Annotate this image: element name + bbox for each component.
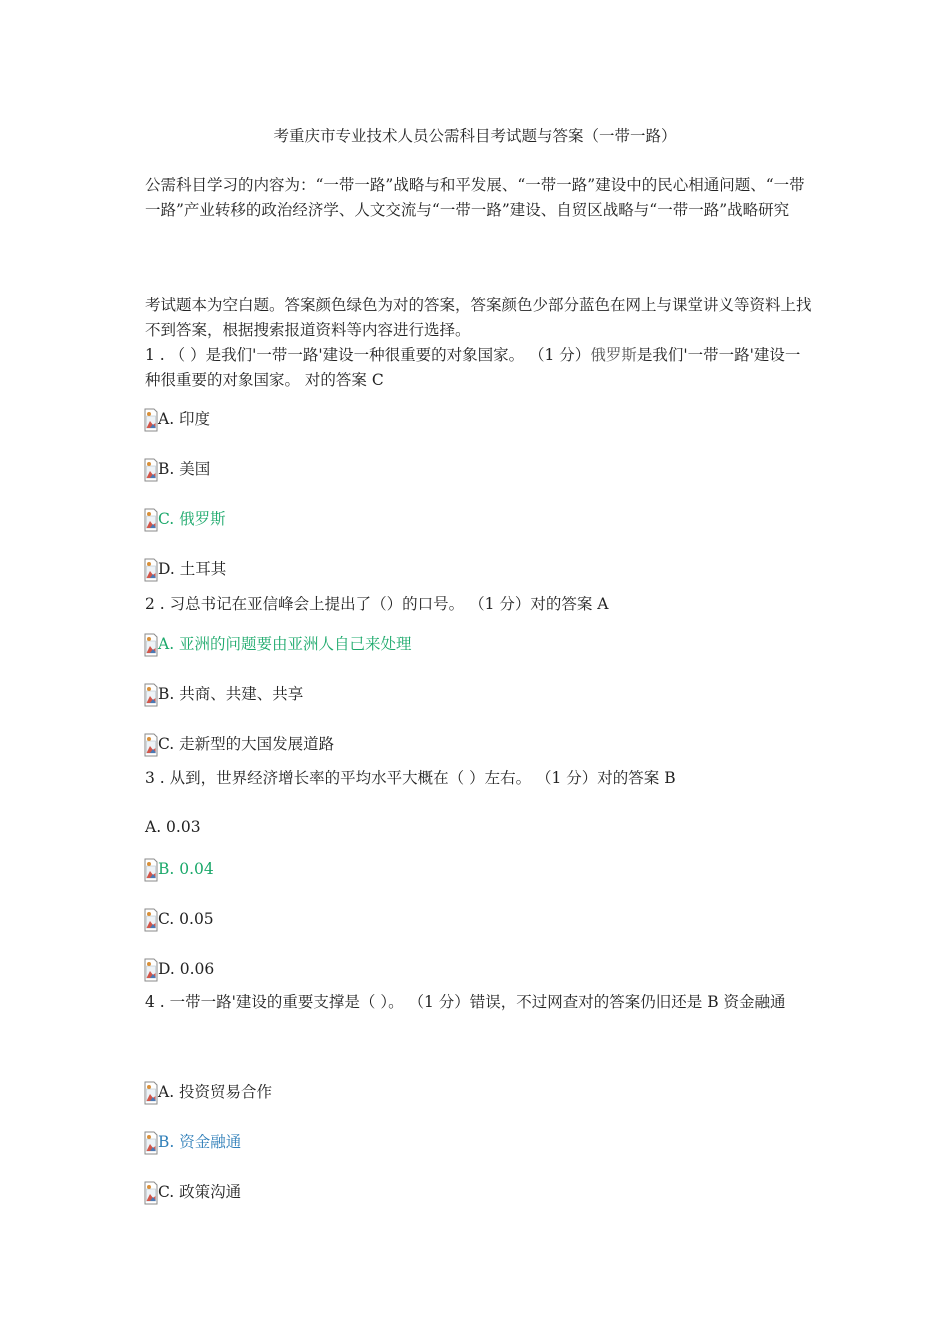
intro-paragraph: 公需科目学习的内容为：“一带一路”战略与和平发展、“一带一路”建设中的民心相通问题、“一带一路”产业转移的政治经济学、人文交流与“一带一路”建设、自贸区战略与“一带一路”战略研究 xyxy=(145,176,805,219)
broken-image-icon xyxy=(144,458,158,482)
question-1-option-a[interactable] xyxy=(144,406,210,432)
option-label: D. 土耳其 xyxy=(158,560,227,578)
option-label: C. 政策沟通 xyxy=(158,1183,242,1201)
question-3-option-a[interactable] xyxy=(145,814,201,840)
broken-image-icon xyxy=(144,858,158,882)
broken-image-icon xyxy=(144,958,158,982)
question-1-stem-part-b: 俄罗斯 xyxy=(590,346,637,364)
broken-image-icon xyxy=(144,508,158,532)
broken-image-icon xyxy=(144,408,158,432)
option-label: C. 0.05 xyxy=(158,910,214,928)
option-label: A. 印度 xyxy=(158,410,211,428)
option-label: B. 资金融通 xyxy=(158,1133,242,1151)
question-1-stem-part-a: 1 . （ ）是我们'一带一路'建设一种很重要的对象国家。 （1 分） xyxy=(145,346,591,364)
option-label: D. 0.06 xyxy=(158,960,215,978)
broken-image-icon xyxy=(144,1131,158,1155)
broken-image-icon xyxy=(144,733,158,757)
question-2-option-c[interactable] xyxy=(144,731,334,757)
option-label: B. 共商、共建、共享 xyxy=(158,685,304,703)
question-3-option-b[interactable] xyxy=(144,856,214,882)
question-1-option-b[interactable] xyxy=(144,456,210,482)
broken-image-icon xyxy=(144,908,158,932)
document-title: 考重庆市专业技术人员公需科目考试题与答案（一带一路） xyxy=(273,127,677,145)
option-label: B. 0.04 xyxy=(158,860,214,878)
broken-image-icon xyxy=(144,558,158,582)
option-label: A. 亚洲的问题要由亚洲人自己来处理 xyxy=(158,635,412,653)
question-4-option-a[interactable] xyxy=(144,1079,272,1105)
question-3-stem: 3 . 从到，世界经济增长率的平均水平大概在（ ）左右。 （1 分）对的答案 B xyxy=(145,769,676,787)
option-label: C. 走新型的大国发展道路 xyxy=(158,735,335,753)
question-3-option-d[interactable] xyxy=(144,956,214,982)
broken-image-icon xyxy=(144,1081,158,1105)
question-4-stem: 4 . 一带一路'建设的重要支撑是（ ）。 （1 分）错误，不过网查对的答案仍旧还是 B 资金融通 xyxy=(145,993,786,1011)
option-label: A. 0.03 xyxy=(145,818,201,836)
question-1-stem xyxy=(145,343,815,393)
question-1-stem-part-c: 是我们'一带一路'建设一种很重要的对象国家。 对的答案 C xyxy=(145,346,801,389)
question-3-option-c[interactable] xyxy=(144,906,214,932)
broken-image-icon xyxy=(144,633,158,657)
question-4-option-b[interactable] xyxy=(144,1129,241,1155)
option-label: C. 俄罗斯 xyxy=(158,510,226,528)
question-1-option-d[interactable] xyxy=(144,556,226,582)
question-2-option-b[interactable] xyxy=(144,681,303,707)
question-2-option-a[interactable] xyxy=(144,631,412,657)
question-1-option-c[interactable] xyxy=(144,506,226,532)
broken-image-icon xyxy=(144,1181,158,1205)
broken-image-icon xyxy=(144,683,158,707)
question-2-stem: 2 . 习总书记在亚信峰会上提出了（）的口号。 （1 分）对的答案 A xyxy=(145,595,609,613)
question-4-option-c[interactable] xyxy=(144,1179,241,1205)
option-label: A. 投资贸易合作 xyxy=(158,1083,273,1101)
option-label: B. 美国 xyxy=(158,460,211,478)
instruction-paragraph: 考试题本为空白题。答案颜色绿色为对的答案，答案颜色少部分蓝色在网上与课堂讲义等资料上找不到答案，根据搜索报道资料等内容进行选择。 xyxy=(145,296,812,339)
